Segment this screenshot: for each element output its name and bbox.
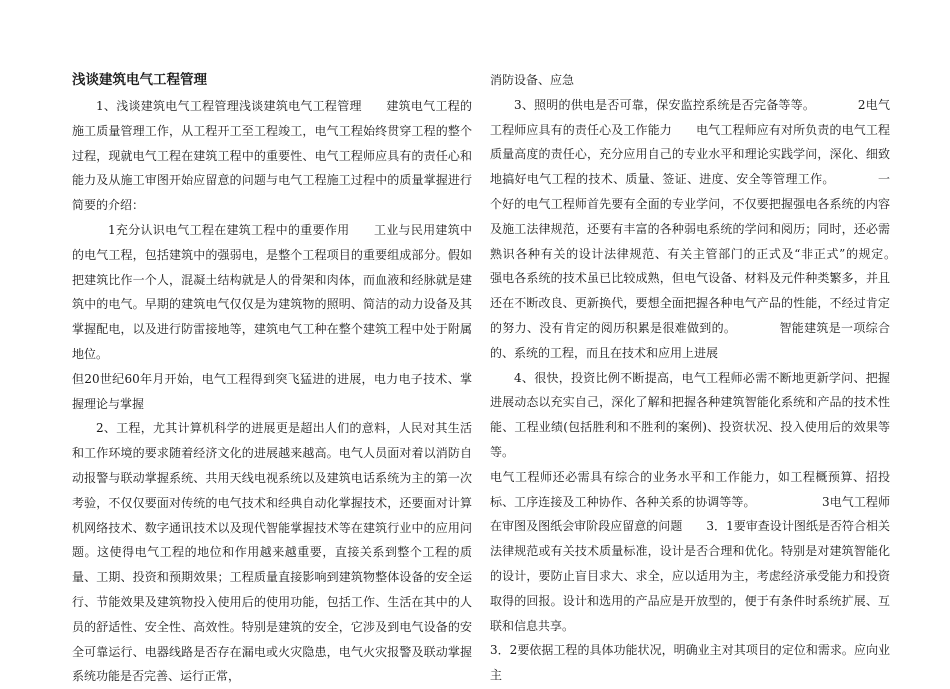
- paragraph: 2、工程，尤其计算机科学的进展更是超出人们的意料，人民对其生活和工作环境的要求随着经济文化的进展越来越高。电气人员面对着以消防自动报警与联动掌握系统、共用天线电视系统以及建筑电话系统为主的第一次考验，不仅仅要面对传统的电气技术和经典自动化掌握技术，还要面对计算机网络技术、数字通讯技术以及现代智能掌握技术等在建筑行业中的应用问题。这使得电气工程的地位和作用越来越重要，直接关系到整个工程的质量、工期、投资和预期效果；工程质量直接影响到建筑物整体设备的安全运行、节能效果及建筑物投入使用后的使用功能，包括工作、生活在其中的人员的舒适性、安全性、高效性。特别是建筑的安全，它涉及到电气设备的安全可靠运行、电器线路是否存在漏电或火灾隐患，电气火灾报警及联动掌握系统功能是否完善、运行正常，: [72, 421, 472, 684]
- paragraph: 1充分认识电气工程在建筑工程中的重要作用 工业与民用建筑中的电气工程，包括建筑中的强弱电，是整个工程项目的重要组成部分。假如把建筑比作一个人，混凝土结构就是人的骨架和肉体，而血液和经脉就是建筑中的电气。早期的建筑电气仅仅是为建筑物的照明、简洁的动力设备及其掌握配电，以及进行防雷接地等，建筑电气工种在整个建筑工程中处于附属地位。: [72, 222, 472, 361]
- paragraph: 3．2要依据工程的具体功能状况，明确业主对其项目的定位和需求。应向业主: [490, 643, 890, 683]
- document-title: 浅谈建筑电气工程管理: [72, 72, 207, 88]
- left-column: [72, 68, 472, 689]
- paragraph: 但20世纪60年月开始，电气工程得到突飞猛进的进展，电力电子技术、掌握理论与掌握: [72, 371, 472, 411]
- paragraph: 电气工程师还必需具有综合的业务水平和工作能力，如工程概预算、招投标、工序连接及工种协作、各种关系的协调等等。 3电气工程师在审图及图纸会审阶段应留意的问题 3．1要审查设计图纸是否符合相关法律规范或有关技术质量标准，设计是否合理和优化。特别是对建筑智能化的设计，要防止盲目求大、求全，应以适用为主，考虑经济承受能力和投资取得的回报。设计和选用的产品应是开放型的，便于有条件时系统扩展、互联和信息共享。: [490, 469, 890, 633]
- paragraph: 3、照明的供电是否可靠，保安监控系统是否完备等等。 2电气工程师应具有的责任心及工作能力 电气工程师应有对所负责的电气工程质量高度的责任心，充分应用自己的专业水平和理论实践学问，深化、细致地搞好电气工程的技术、质量、签证、进度、安全等管理工作。 一个好的电气工程师首先要有全面的专业学问，不仅要把握强电各系统的内容及施工法律规范，还要有丰富的各种弱电系统的学问和阅历；同时，还必需熟识各种有关的设计法律规范、有关主管部门的正式及“非正式”的规定。 强电各系统的技术虽已比较成熟，但电气设备、材料及元件种类繁多，并且还在不断改良、更新换代，要想全面把握各种电气产品的性能，不经过肯定的努力、没有肯定的阅历积累是很难做到的。 智能建筑是一项综合的、系统的工程，而且在技术和应用上进展: [490, 97, 939, 360]
- right-column: [490, 68, 939, 688]
- paragraph: 4、很快，投资比例不断提高，电气工程师必需不断地更新学问、把握进展动态以充实自己，深化了解和把握各种建筑智能化系统和产品的技术性能、工程业绩(包括胜利和不胜利的案例)、投资状况、投入使用后的效果等等。: [490, 370, 890, 459]
- paragraph: 1、浅谈建筑电气工程管理浅谈建筑电气工程管理 建筑电气工程的施工质量管理工作，从工程开工至工程竣工，电气工程始终贯穿工程的整个过程，现就电气工程在建筑工程中的重要性、电气工程师应具有的责任心和能力及从施工审图开始应留意的问题与电气工程施工过程中的质量掌握进行简要的介绍：: [72, 99, 472, 213]
- paragraph: 消防设备、应急: [490, 73, 575, 87]
